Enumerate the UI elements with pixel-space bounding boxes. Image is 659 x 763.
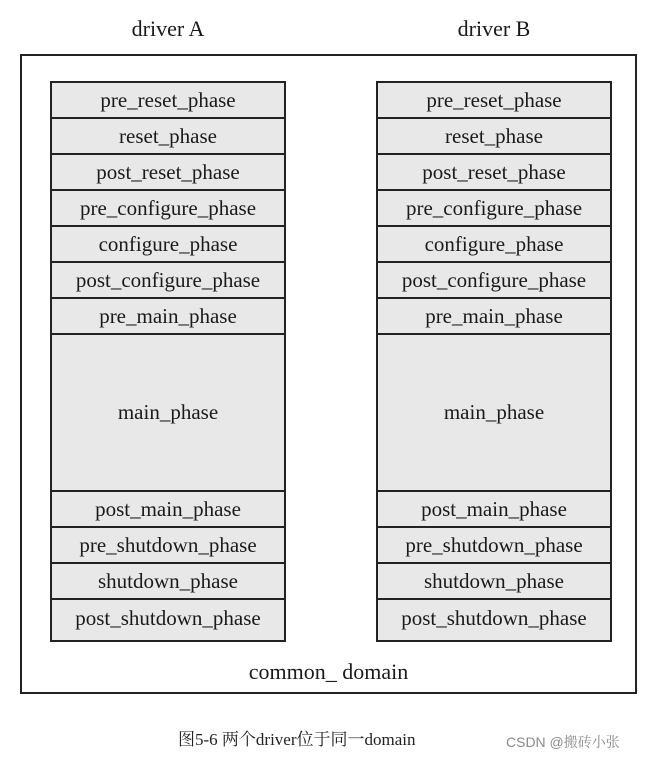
phase-box: pre_main_phase [52, 299, 284, 335]
phase-box: configure_phase [52, 227, 284, 263]
phase-box: shutdown_phase [52, 564, 284, 600]
phase-box: post_configure_phase [378, 263, 610, 299]
main-phase-box: main_phase [52, 335, 284, 492]
figure-caption: 图5-6 两个driver位于同一domain [178, 730, 416, 749]
phase-box: post_reset_phase [52, 155, 284, 191]
phase-box: configure_phase [378, 227, 610, 263]
watermark: CSDN @搬砖小张 [506, 734, 620, 750]
phase-box: shutdown_phase [378, 564, 610, 600]
phase-box: pre_configure_phase [52, 191, 284, 227]
phase-box: pre_reset_phase [52, 83, 284, 119]
driver-a-phase-stack [50, 81, 286, 642]
phase-box: pre_reset_phase [378, 83, 610, 119]
driver-b-title: driver B [457, 16, 531, 41]
phase-box: post_shutdown_phase [52, 600, 284, 636]
domain-label: common_ domain [248, 659, 409, 684]
driver-b-phase-stack [376, 81, 612, 642]
phase-box: pre_main_phase [378, 299, 610, 335]
phase-box: pre_shutdown_phase [378, 528, 610, 564]
phase-box: post_configure_phase [52, 263, 284, 299]
phase-box: pre_configure_phase [378, 191, 610, 227]
phase-box: post_shutdown_phase [378, 600, 610, 636]
phase-box: pre_shutdown_phase [52, 528, 284, 564]
phase-box: reset_phase [52, 119, 284, 155]
driver-a-title: driver A [131, 16, 205, 41]
main-phase-box: main_phase [378, 335, 610, 492]
phase-box: post_main_phase [52, 492, 284, 528]
phase-box: post_reset_phase [378, 155, 610, 191]
phase-box: post_main_phase [378, 492, 610, 528]
phase-box: reset_phase [378, 119, 610, 155]
